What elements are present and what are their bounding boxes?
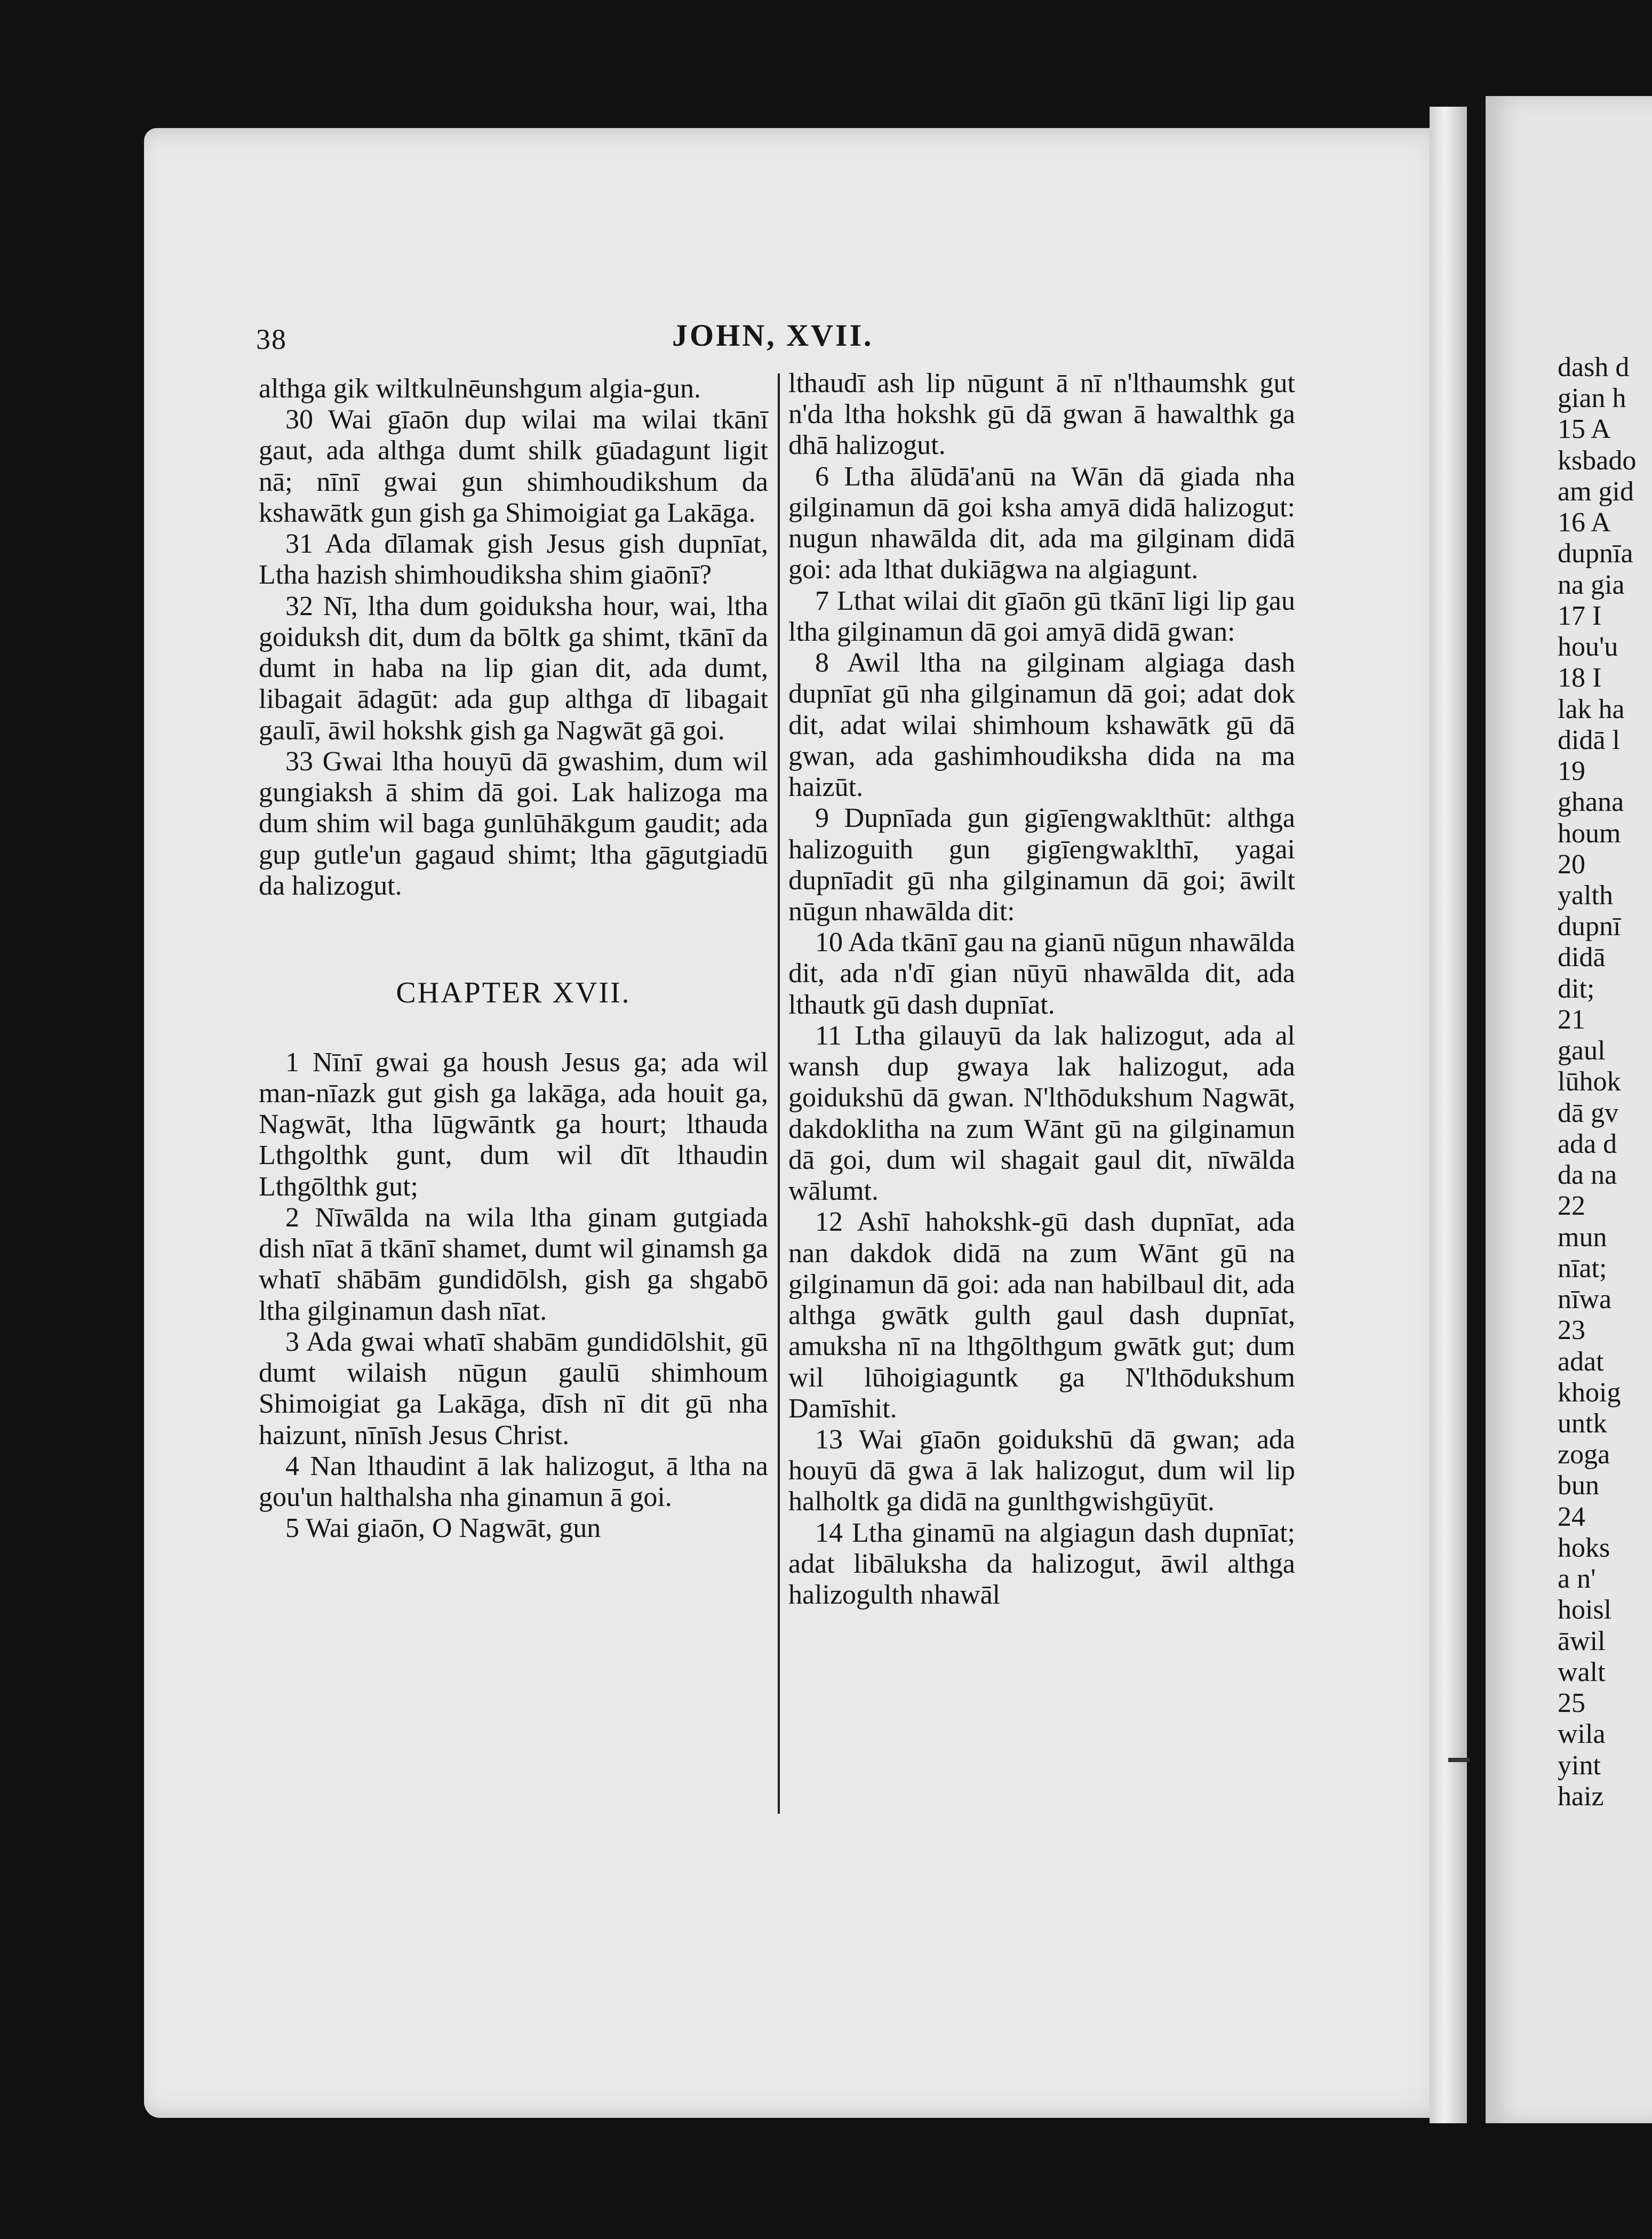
right-page-line: 21 <box>1558 1004 1585 1035</box>
middle-text-column <box>788 368 1295 1611</box>
right-page-line: bun <box>1558 1470 1599 1501</box>
left-text-column <box>259 373 768 1544</box>
right-page-line: 22 <box>1558 1191 1585 1222</box>
right-page-line: nīat; <box>1558 1253 1607 1284</box>
column-divider-rule <box>778 373 780 1814</box>
verse-9: 9 Dupnīada gun gigīengwaklthūt: althga halizoguith gun gigīengwaklthī, yagai dupnīadit gū nha gilginamun dā goi; āwilt nūgun nhawālda dit: <box>788 803 1295 927</box>
right-page-line: khoig <box>1558 1377 1621 1408</box>
verse-6: 6 Ltha ālūdā'anū na Wān dā giada nha gilginamun dā goi ksha amyā didā halizogut: nugun nhawālda dit, ada ma gilginam didā goi: ada lthat dukiāgwa na algiagunt. <box>788 461 1295 585</box>
verse-1: 1 Nīnī gwai ga housh Jesus ga; ada wil man-nīazk gut gish ga lakāga, ada houit ga, Nagwāt, ltha lūgwāntk ga hourt; lthauda Lthgolthk gunt, dum wil dīt lthaudin Lthgōlthk gut; <box>259 1047 768 1202</box>
right-page-line: am gid <box>1558 476 1634 507</box>
right-page-line: haiz <box>1558 1781 1604 1812</box>
chapter-heading: CHAPTER XVII. <box>396 976 631 1009</box>
running-head: JOHN, XVII. <box>672 318 874 353</box>
right-page-line: gian h <box>1558 383 1626 414</box>
right-page-line: lūhok <box>1558 1066 1621 1097</box>
right-page-line: adat <box>1558 1346 1604 1377</box>
right-page-line: dash d <box>1558 352 1630 383</box>
right-page-line: didā l <box>1558 724 1620 755</box>
right-page-line: untk <box>1558 1408 1607 1439</box>
right-page-line: walt <box>1558 1656 1606 1687</box>
paragraph: lthaudī ash lip nūgunt ā nī n'lthaumshk gut n'da ltha hokshk gū dā gwan ā hawalthk ga dhā halizogut. <box>788 368 1295 461</box>
right-page-line: dā gv <box>1558 1097 1619 1128</box>
right-page-line: ksbado <box>1558 445 1637 476</box>
right-page-line: a n' <box>1558 1564 1596 1595</box>
right-page-line: 16 A <box>1558 507 1611 538</box>
verse-5: 5 Wai giaōn, O Nagwāt, gun <box>285 1513 601 1544</box>
verse-14: 14 Ltha ginamū na algiagun dash dupnīat; adat libāluksha da halizogut, āwil althga halizogulth nhawāl <box>788 1517 1295 1611</box>
right-page-line: didā <box>1558 942 1606 973</box>
right-page-line: hoks <box>1558 1532 1610 1563</box>
page-fore-edge <box>1430 107 1467 2123</box>
right-page-line: na gia <box>1558 569 1625 600</box>
verse-10: 10 Ada tkānī gau na gianū nūgun nhawālda dit, ada n'dī gian nūyū nhawālda dit, ada lthautk gū dash dupnīat. <box>788 927 1295 1020</box>
right-page-line: 23 <box>1558 1315 1585 1346</box>
verse-31: 31 Ada dīlamak gish Jesus gish dupnīat, Ltha hazish shimhoudiksha shim giaōnī? <box>259 529 768 591</box>
verse-11: 11 Ltha gilauyū da lak halizogut, ada al wansh dup gwaya lak halizogut, ada goidukshū dā gwan. N'lthōdukshum Nagwāt, dakdoklitha na zum Wānt gū na gilginamun dā goi, dum wil shagait gaul dit, nīwālda wālumt. <box>788 1020 1295 1207</box>
right-page-line: zoga <box>1558 1439 1610 1470</box>
verse-7: 7 Lthat wilai dit gīaōn gū tkānī ligi lip gau ltha gilginamun dā goi amyā didā gwan: <box>788 585 1295 647</box>
verse-8: 8 Awil ltha na gilginam algiaga dash dupnīat gū nha gilginamun dā goi; adat dok dit, adat wilai shimhoum kshawātk gū dā gwan, ada gashimhoudiksha dida na ma haizūt. <box>788 648 1295 803</box>
right-page-text-fragment <box>1558 352 1652 1812</box>
right-page-line: 19 <box>1558 756 1585 787</box>
verse-12: 12 Ashī hahokshk-gū dash dupnīat, ada nan dakdok didā na zum Wānt gū na gilginamun dā goi: ada nan habilbaul dit, ada althga gwātk gulth gaul dash dupnīat, amuksha nī na lthgōlthgum gwātk gut; dum wil lūhoigiaguntk ga N'lthōdukshum Damīshit. <box>788 1207 1295 1424</box>
right-page-line: hou'u <box>1558 632 1618 663</box>
verse-32: 32 Nī, ltha dum goiduksha hour, wai, ltha goiduksh dit, dum da bōltk ga shimt, tkānī da dumt in haba na lip gian dit, ada dumt, libagait ādagūt: ada gup althga dī libagait gaulī, āwil hokshk gish ga Nagwāt gā goi. <box>259 591 768 746</box>
verse-3: 3 Ada gwai whatī shabām gundidōlshit, gū dumt wilaish nūgun gaulū shimhoum Shimoigiat ga Lakāga, dīsh nī dit gū nha haizunt, nīnīsh Jesus Christ. <box>259 1326 768 1451</box>
right-page-line: wila <box>1558 1719 1606 1750</box>
right-page-line: mun <box>1558 1222 1607 1253</box>
right-page-line: dupnī <box>1558 911 1621 942</box>
right-page-line: 15 A <box>1558 414 1611 445</box>
verse-33: 33 Gwai ltha houyū dā gwashim, dum wil gungiaksh ā shim dā goi. Lak halizoga ma dum shim wil baga gunlūhākgum gaudit; ada gup gutle'un gagaud shimt; ltha gāgutgiadū da halizogut. <box>259 746 768 901</box>
right-page-line: lak ha <box>1558 694 1625 724</box>
right-page-line: da na <box>1558 1160 1617 1191</box>
page-marker <box>1448 1758 1470 1762</box>
right-page-line: 20 <box>1558 849 1585 880</box>
right-page-line: 24 <box>1558 1501 1585 1532</box>
right-page-line: yint <box>1558 1750 1601 1781</box>
right-page-line: ghana <box>1558 787 1624 818</box>
right-page-line: dupnīa <box>1558 538 1633 569</box>
right-page-line: 17 I <box>1558 600 1602 631</box>
right-page-line: 25 <box>1558 1688 1585 1719</box>
verse-13: 13 Wai gīaōn goidukshū dā gwan; ada houyū dā gwa ā lak halizogut, dum wil lip halholtk ga didā na gunlthgwishgūyūt. <box>788 1424 1295 1517</box>
page-number: 38 <box>256 323 287 355</box>
right-page-line: āwil <box>1558 1626 1606 1656</box>
right-page-line: gaul <box>1558 1035 1606 1066</box>
right-page-line: houm <box>1558 818 1621 849</box>
verse-4: 4 Nan lthaudint ā lak halizogut, ā ltha na gou'un halthalsha nha ginamun ā goi. <box>259 1451 768 1512</box>
right-page-line: ada d <box>1558 1128 1617 1159</box>
right-page-line: hoisl <box>1558 1595 1612 1626</box>
verse-30: 30 Wai gīaōn dup wilai ma wilai tkānī gaut, ada althga dumt shilk gūadagunt ligit nā; nīnī gwai gun shimhoudikshum da kshawātk gun gish ga Shimoigiat ga Lakāga. <box>259 404 768 528</box>
verse-2: 2 Nīwālda na wila ltha ginam gutgiada dish nīat ā tkānī shamet, dumt wil ginamsh ga whatī shābām gundidōlsh, gish ga shgabō ltha gilginamun dash nīat. <box>259 1202 768 1326</box>
right-page-line: dit; <box>1558 973 1595 1004</box>
right-page-line: 18 I <box>1558 663 1602 694</box>
right-page-line: yalth <box>1558 880 1613 911</box>
right-page-line: nīwa <box>1558 1284 1612 1315</box>
paragraph: althga gik wiltkulnēunshgum algia-gun. <box>259 373 701 404</box>
